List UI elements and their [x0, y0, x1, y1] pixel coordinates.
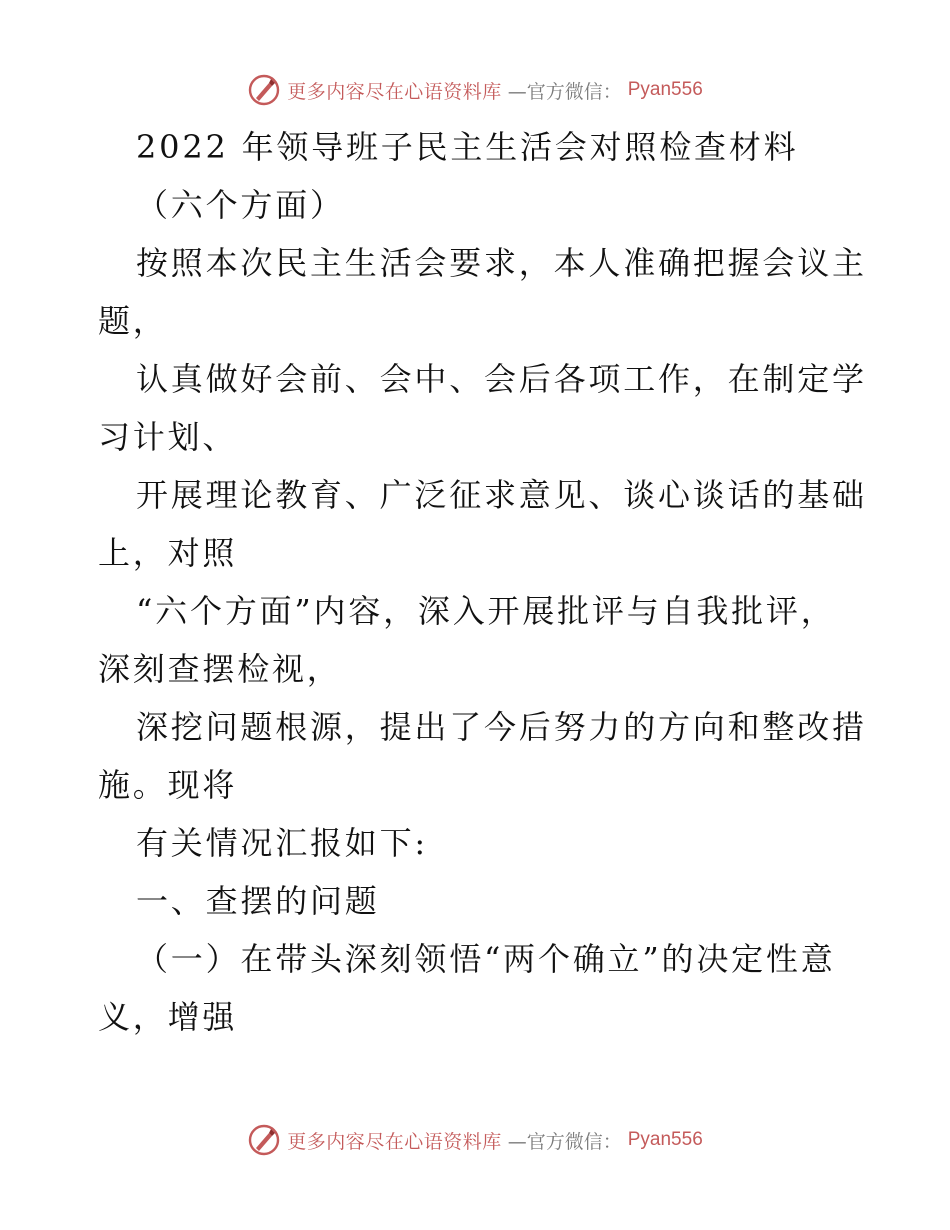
text-line: 深挖问题根源，提出了今后努力的方向和整改措	[136, 708, 867, 746]
text-line: 开展理论教育、广泛征求意见、谈心谈话的基础	[136, 476, 867, 514]
watermark-header	[0, 70, 950, 110]
document-body	[98, 118, 867, 1046]
text-line: “六个方面”内容，深入开展批评与自我批评，	[136, 592, 836, 630]
pen-logo-icon	[247, 73, 281, 107]
text-line: 义，增强	[98, 998, 238, 1036]
text-line: 深刻查摆检视，	[98, 650, 342, 688]
text-line: 题，	[98, 302, 168, 340]
text-line: 认真做好会前、会中、会后各项工作，在制定学	[136, 360, 867, 398]
watermark-handle: Pyan556	[627, 1129, 703, 1150]
watermark-handle: Pyan556	[627, 79, 703, 100]
watermark-text: 更多内容尽在心语资料库	[287, 1130, 502, 1153]
document-title: 2022 年领导班子民主生活会对照检查材料	[136, 128, 799, 166]
watermark-text: 更多内容尽在心语资料库	[287, 80, 502, 103]
section-heading: 一、查摆的问题	[136, 882, 380, 920]
text-line: 按照本次民主生活会要求，本人准确把握会议主	[136, 244, 867, 282]
text-line: 有关情况汇报如下:	[136, 824, 428, 862]
watermark-separator: —官方微信：	[507, 80, 622, 103]
document-subtitle: （六个方面）	[136, 186, 345, 224]
text-line: 习计划、	[98, 418, 238, 456]
text-line: 施。现将	[98, 766, 238, 804]
text-line: 上，对照	[98, 534, 238, 572]
pen-logo-icon	[247, 1123, 281, 1157]
subsection-heading: （一）在带头深刻领悟“两个确立”的决定性意	[136, 940, 836, 978]
watermark-separator: —官方微信：	[507, 1130, 622, 1153]
watermark-footer	[0, 1120, 950, 1160]
